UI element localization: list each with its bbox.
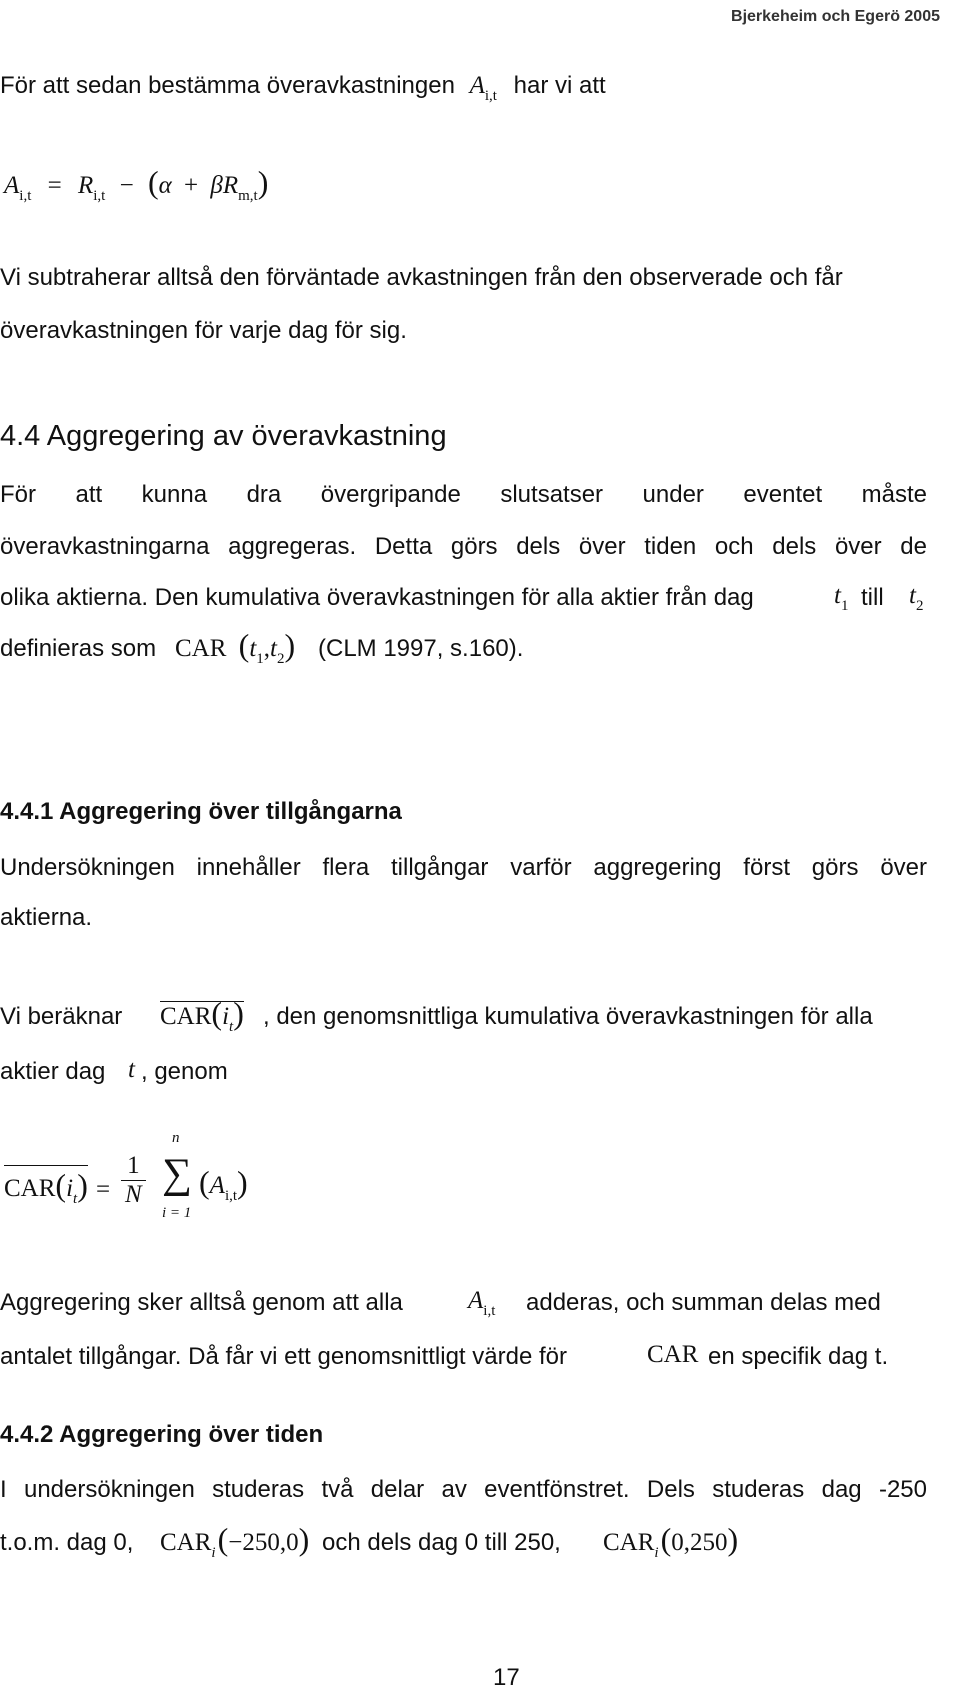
section-4-4-line-4: definieras som <box>0 635 157 662</box>
section-4-4-1-line-1: Undersökningen innehåller flera tillgångar varför aggregering först görs över <box>0 854 927 881</box>
section-4-4-line-2: överavkastningarna aggregeras. Detta görs dels över tiden och dels över de <box>0 533 927 560</box>
car-t1-t2-expression: CAR $(t_1,t_2)$ <box>175 627 296 667</box>
running-header: Bjerkeheim och Egerö 2005 <box>731 8 940 25</box>
paragraph-intro <box>0 72 606 104</box>
section-4-4-1-line-5-post: adderas, och summan delas med <box>526 1289 881 1316</box>
section-4-4-line-3: olika aktierna. Den kumulativa överavkastningen för alla aktier från dag <box>0 584 754 611</box>
intro-tail: har vi att <box>513 72 606 99</box>
section-4-4-1-line-5-pre: Aggregering sker alltså genom att alla <box>0 1289 403 1316</box>
a-it-symbol: $A_{i,t}$ <box>468 1287 496 1319</box>
section-4-4-2-line-2-mid: och dels dag 0 till 250, <box>322 1529 561 1556</box>
section-4-4-2-line-1: I undersökningen studeras två delar av eventfönstret. Dels studeras dag -250 <box>0 1476 927 1503</box>
car-window-1: $CAR_i(-250,0)$ <box>160 1521 310 1561</box>
summation-sign: ∑ <box>162 1151 192 1197</box>
abnormal-return-symbol: $A_{i,t}$ <box>469 72 497 104</box>
car-window-2: $CAR_i(0,250)$ <box>603 1521 739 1561</box>
one-over-n-fraction: $\frac{1}{N}$ <box>121 1152 146 1209</box>
section-4-4-line-1: För att kunna dra övergripande slutsatser under eventet måste <box>0 481 927 508</box>
car-symbol: CAR <box>647 1341 699 1368</box>
till-word: till <box>861 584 884 611</box>
intro-text: För att sedan bestämma överavkastningen <box>0 72 455 99</box>
section-4-4-2-heading: 4.4.2 Aggregering över tiden <box>0 1421 324 1448</box>
section-4-4-1-line-2: aktierna. <box>0 904 93 931</box>
section-4-4-1-line-6-post: en specifik dag t. <box>708 1343 889 1370</box>
section-4-4-heading: 4.4 Aggregering av överavkastning <box>0 420 447 452</box>
page-number: 17 <box>493 1664 520 1691</box>
car-bar-lhs: $CAR(i_t)$ <box>4 1167 88 1207</box>
section-4-4-2-line-2-pre: t.o.m. dag 0, <box>0 1529 134 1556</box>
t1-symbol: $t_1$ <box>834 582 849 614</box>
clm-reference: (CLM 1997, s.160). <box>318 635 524 662</box>
paragraph-subtraction-1: Vi subtraherar alltså den förväntade avkastningen från den observerade och får <box>0 264 843 291</box>
car-bar-it-expression: $CAR(i_t)$ <box>160 995 244 1035</box>
section-4-4-1-line-4-post: , genom <box>141 1058 228 1085</box>
section-4-4-1-heading: 4.4.1 Aggregering över tillgångarna <box>0 798 402 825</box>
t2-symbol: $t_2$ <box>909 582 924 614</box>
section-4-4-1-line-4: aktier dag <box>0 1058 106 1085</box>
section-4-4-1-line-6-pre: antalet tillgångar. Då får vi ett genomsnittligt värde för <box>0 1343 567 1370</box>
abnormal-return-equation: $A_{i,t} = R_{i,t} - (\alpha + \beta R_{m,t})$ <box>4 164 269 204</box>
section-4-4-1-line-3-pre: Vi beräknar <box>0 1003 123 1030</box>
section-4-4-1-line-3-post: , den genomsnittliga kumulativa överavkastningen för alla <box>263 1003 873 1030</box>
paragraph-subtraction-2: överavkastningen för varje dag för sig. <box>0 317 407 344</box>
t-symbol: t <box>128 1056 135 1083</box>
